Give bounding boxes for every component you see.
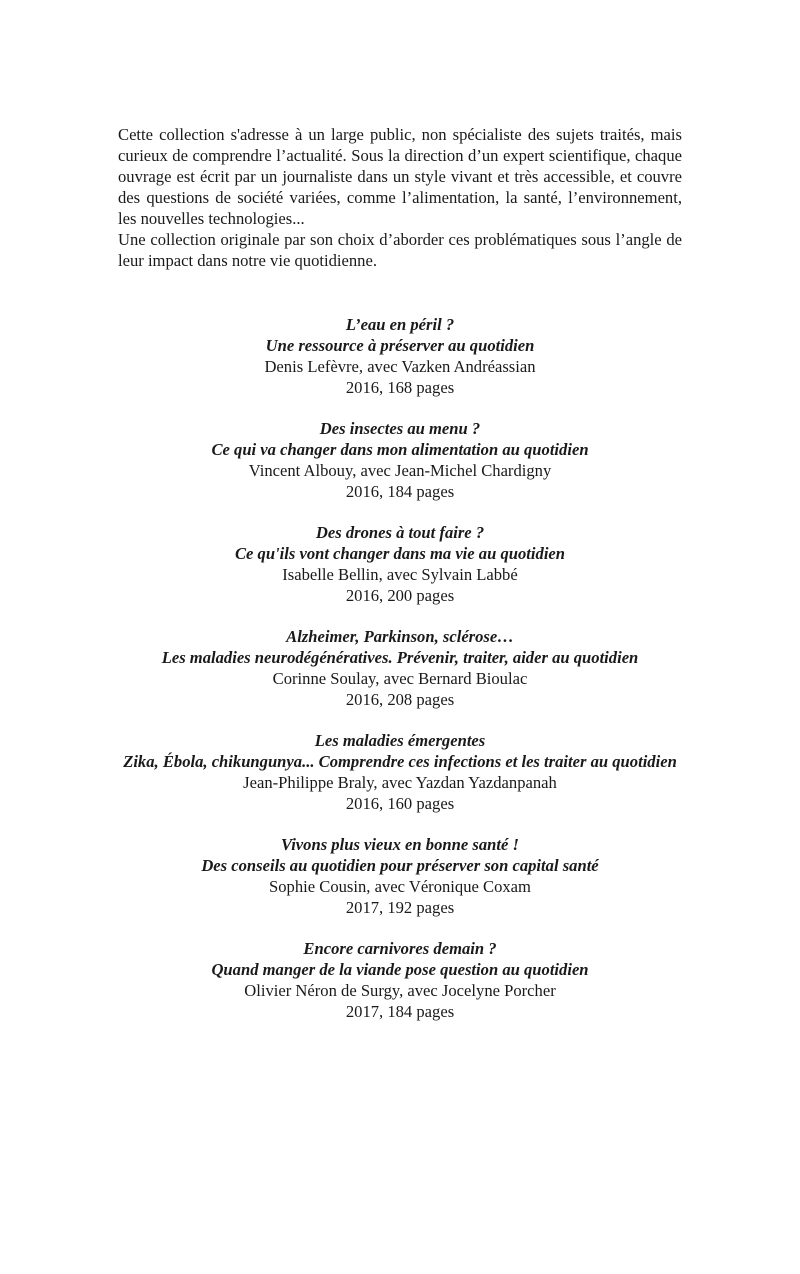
book-catalog	[0, 314, 800, 1042]
book-subtitle: Ce qu'ils vont changer dans ma vie au quotidien	[234, 544, 566, 563]
book-title: Les maladies émergentes	[314, 731, 486, 750]
book-authors: Vincent Albouy, avec Jean-Michel Chardigny	[248, 461, 552, 480]
book-meta: 2016, 160 pages	[345, 794, 455, 813]
description-paragraph: Cette collection s'adresse à un large public, non spécialiste des sujets traités, mais curieux de comprendre l’actualité. Sous la direction d’un expert scientifique, chaque ouvrage est écrit par un journaliste dans un style vivant et très accessible, et couvre des questions de société variées, comme l’alimentation, la santé, l’environnement, les nouvelles technologies...	[118, 125, 682, 228]
book-meta: 2016, 184 pages	[345, 482, 455, 501]
book-meta: 2016, 208 pages	[345, 690, 455, 709]
book-subtitle: Une ressource à préserver au quotidien	[265, 336, 535, 355]
book-title: Vivons plus vieux en bonne santé !	[281, 835, 519, 854]
book-title: Des insectes au menu ?	[319, 419, 481, 438]
book-authors: Jean-Philippe Braly, avec Yazdan Yazdanpanah	[243, 773, 557, 792]
book-title: Des drones à tout faire ?	[315, 523, 485, 542]
book-meta: 2016, 168 pages	[345, 378, 455, 397]
book-authors: Corinne Soulay, avec Bernard Bioulac	[272, 669, 528, 688]
book-entry	[0, 834, 800, 918]
book-title: Encore carnivores demain ?	[303, 939, 497, 958]
book-entry	[0, 730, 800, 814]
book-subtitle: Les maladies neurodégénératives. Prévenir, traiter, aider au quotidien	[161, 648, 639, 667]
book-entry	[0, 522, 800, 606]
book-title: L’eau en péril ?	[345, 315, 455, 334]
book-authors: Olivier Néron de Surgy, avec Jocelyne Porcher	[244, 981, 556, 1000]
book-subtitle: Quand manger de la viande pose question au quotidien	[211, 960, 589, 979]
book-meta: 2016, 200 pages	[345, 586, 455, 605]
collection-description	[118, 124, 682, 271]
book-title: Alzheimer, Parkinson, sclérose…	[286, 627, 514, 646]
book-entry	[0, 938, 800, 1022]
book-meta: 2017, 192 pages	[345, 898, 455, 917]
book-entry	[0, 418, 800, 502]
book-subtitle: Zika, Ébola, chikungunya... Comprendre ces infections et les traiter au quotidien	[123, 752, 677, 771]
book-meta: 2017, 184 pages	[345, 1002, 455, 1021]
book-entry	[0, 626, 800, 710]
book-authors: Isabelle Bellin, avec Sylvain Labbé	[282, 565, 518, 584]
book-subtitle: Des conseils au quotidien pour préserver son capital santé	[201, 856, 599, 875]
description-paragraph: Une collection originale par son choix d’aborder ces problématiques sous l’angle de leur impact dans notre vie quotidienne.	[118, 230, 682, 270]
book-authors: Sophie Cousin, avec Véronique Coxam	[269, 877, 531, 896]
book-entry	[0, 314, 800, 398]
book-authors: Denis Lefèvre, avec Vazken Andréassian	[264, 357, 536, 376]
book-subtitle: Ce qui va changer dans mon alimentation au quotidien	[211, 440, 589, 459]
